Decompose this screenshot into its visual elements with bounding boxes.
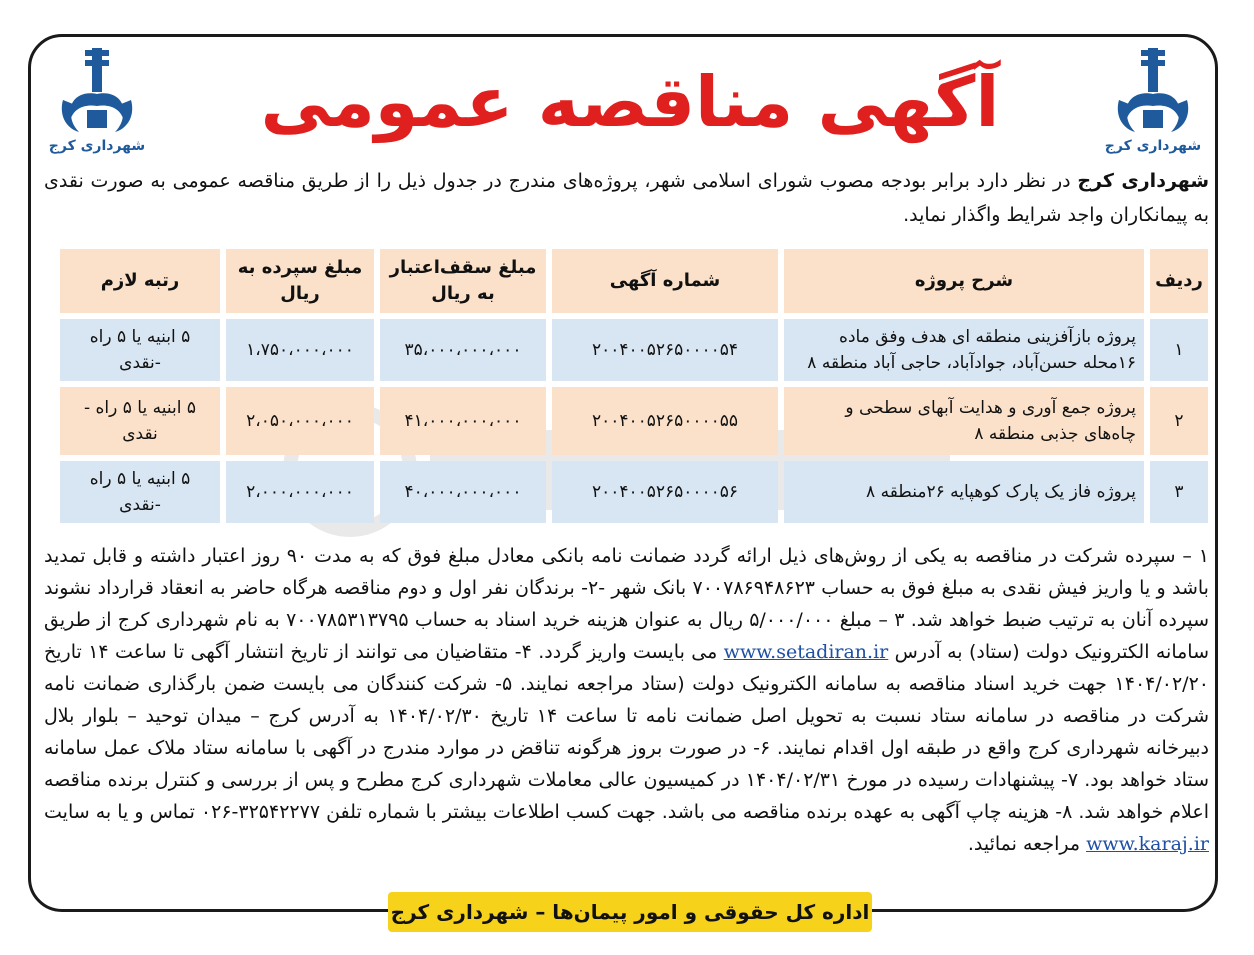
municipality-logo-right bbox=[1098, 44, 1208, 164]
cell-row-number: ۳ bbox=[1150, 461, 1208, 523]
municipality-logo-left bbox=[42, 44, 152, 164]
page-title: آگهی مناقصه عمومی bbox=[260, 61, 1000, 143]
cell-credit-amount: ۴۰،۰۰۰،۰۰۰،۰۰۰ bbox=[380, 461, 546, 523]
projects-table bbox=[54, 243, 1214, 529]
table-header-row bbox=[60, 249, 1208, 313]
logo-caption: شهرداری کرج bbox=[1104, 138, 1202, 154]
cell-description: پروژه فاز یک پارک کوهپایه ۲۶منطقه ۸ bbox=[784, 461, 1144, 523]
cell-row-number: ۲ bbox=[1150, 387, 1208, 455]
organization-name: شهرداری کرج bbox=[1077, 170, 1209, 192]
table-row bbox=[60, 461, 1208, 523]
header-ad-number: شماره آگهی bbox=[552, 249, 778, 313]
cell-deposit-amount: ۲،۰۰۰،۰۰۰،۰۰۰ bbox=[226, 461, 374, 523]
cell-ad-number: ۲۰۰۴۰۰۵۲۶۵۰۰۰۰۵۴ bbox=[552, 319, 778, 381]
cell-deposit-amount: ۱،۷۵۰،۰۰۰،۰۰۰ bbox=[226, 319, 374, 381]
cell-ad-number: ۲۰۰۴۰۰۵۲۶۵۰۰۰۰۵۶ bbox=[552, 461, 778, 523]
header-row-number: ردیف bbox=[1150, 249, 1208, 313]
intro-text: در نظر دارد برابر بودجه مصوب شورای اسلامی شهر، پروژه‌های مندرج در جدول ذیل را از طریق مناقصه عمومی به صورت نقدی به پیمانکاران واجد شرایط واگذار نماید. bbox=[44, 170, 1209, 226]
header-deposit-amount: مبلغ سپرده به ریال bbox=[226, 249, 374, 313]
terms-paragraph bbox=[44, 540, 1209, 860]
logo-caption: شهرداری کرج bbox=[48, 138, 146, 154]
cell-credit-amount: ۳۵،۰۰۰،۰۰۰،۰۰۰ bbox=[380, 319, 546, 381]
footer-banner: اداره کل حقوقی و امور پیمان‌ها – شهرداری کرج bbox=[388, 892, 872, 932]
cell-ad-number: ۲۰۰۴۰۰۵۲۶۵۰۰۰۰۵۵ bbox=[552, 387, 778, 455]
setadiran-link[interactable]: www.setadiran.ir bbox=[723, 641, 889, 663]
terms-text-part2: می بایست واریز گردد. ۴- متقاضیان می توانند از تاریخ انتشار آگهی تا ساعت ۱۴ تاریخ ۱۴۰۴/۰۲/۲۰ جهت خرید اسناد مناقصه به سامانه الکترونیک دولت (ستاد مراجعه نمایند. ۵- شرکت کنندگان می بایست ضمن بارگذاری ضمانت نامه شرکت در مناقصه در سامانه ستاد نسبت به تحویل اصل ضمانت نامه تا ساعت ۱۴ تاریخ ۱۴۰۴/۰۲/۳۰ به آدرس کرج – میدان توحید – بلوار بلال دبیرخانه شهرداری کرج واقع در طبقه اول اقدام نمایند. ۶- در صورت بروز هرگونه تناقض در موارد مندرج در آگهی با سامانه ستاد ملاک عمل سامانه ستاد خواهد بود. ۷- پیشنهادات رسیده در مورخ ۱۴۰۴/۰۲/۳۱ در کمیسیون عالی معاملات شهرداری کرج مطرح و پس از بررسی و کنترل برنده مناقصه اعلام خواهد شد. ۸- هزینه چاپ آگهی به عهده برنده مناقصه می باشد. جهت کسب اطلاعات بیشتر با شماره تلفن ۳۲۵۴۲۲۷۷-۰۲۶ تماس و یا به سایت bbox=[44, 641, 1210, 823]
table-row bbox=[60, 387, 1208, 455]
cell-row-number: ۱ bbox=[1150, 319, 1208, 381]
intro-paragraph bbox=[44, 164, 1209, 232]
cell-description: پروژه بازآفزینی منطقه ای هدف وفق ماده ۱۶محله حسن‌آباد، جوادآباد، حاجی آباد منطقه ۸ bbox=[784, 319, 1144, 381]
cell-required-grade: ۵ ابنیه یا ۵ راه -نقدی bbox=[60, 319, 220, 381]
karaj-website-link[interactable]: www.karaj.ir bbox=[1086, 833, 1209, 855]
cell-credit-amount: ۴۱،۰۰۰،۰۰۰،۰۰۰ bbox=[380, 387, 546, 455]
table-row bbox=[60, 319, 1208, 381]
cell-required-grade: ۵ ابنیه یا ۵ راه - نقدی bbox=[60, 387, 220, 455]
terms-text-part1: ۱ – سپرده شرکت در مناقصه به یکی از روش‌های ذیل ارائه گردد ضمانت نامه بانکی معادل مبلغ فوق که به مدت ۹۰ روز اعتبار داشته و قابل تمدید باشد و یا واریز فیش نقدی به مبلغ فوق به حساب ۷۰۰۷۸۶۹۴۸۶۲۳ بانک شهر -۲- برندگان نفر اول و دوم مناقصه هرگاه حاضر به انعقاد قرارداد نشوند سپرده آنان به ترتیب ضبط خواهد شد. ۳ – مبلغ ۵/۰۰۰/۰۰۰ ریال به عنوان هزینه خرید اسناد به حساب ۷۰۰۷۸۵۳۱۳۷۹۵ به نام شهرداری کرج از طریق سامانه الکترونیک دولت (ستاد) به آدرس bbox=[44, 545, 1210, 663]
cell-required-grade: ۵ ابنیه یا ۵ راه -نقدی bbox=[60, 461, 220, 523]
cell-description: پروژه جمع آوری و هدایت آبهای سطحی و چاه‌های جذبی منطقه ۸ bbox=[784, 387, 1144, 455]
header-required-grade: رتبه لازم bbox=[60, 249, 220, 313]
cell-deposit-amount: ۲،۰۵۰،۰۰۰،۰۰۰ bbox=[226, 387, 374, 455]
terms-text-part3: مراجعه نمائید. bbox=[967, 833, 1087, 855]
karaj-emblem-icon bbox=[57, 44, 137, 136]
header-credit-amount: مبلغ سقف‌اعتبار به ریال bbox=[380, 249, 546, 313]
karaj-emblem-icon bbox=[1113, 44, 1193, 136]
header-description: شرح پروژه bbox=[784, 249, 1144, 313]
